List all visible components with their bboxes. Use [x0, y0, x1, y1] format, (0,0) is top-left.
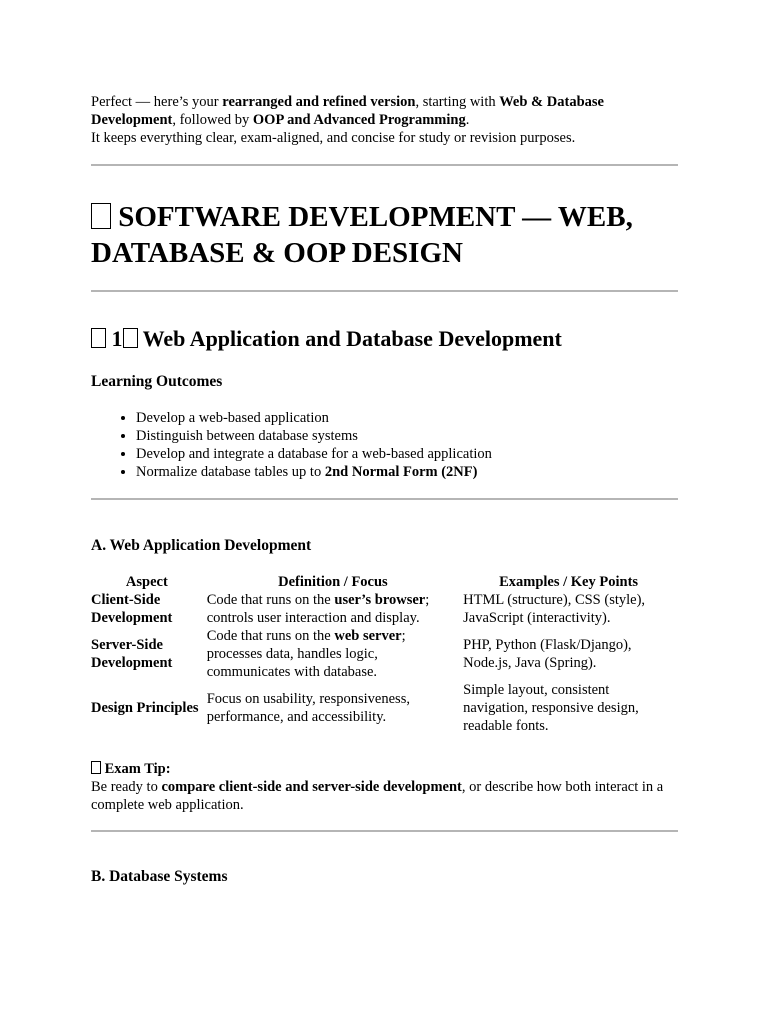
column-header: Examples / Key Points	[499, 574, 639, 590]
aspect-cell: Server-Side Development	[91, 637, 173, 671]
learning-outcomes-heading: Learning Outcomes	[91, 373, 223, 390]
definition-text: Code that runs on the	[206, 628, 335, 644]
missing-glyph-icon	[91, 761, 101, 774]
list-item-text: Normalize database tables up to	[136, 464, 325, 480]
intro-text: , followed by	[172, 112, 253, 128]
table-header-row	[89, 573, 676, 591]
exam-tip-text: , or describe how both interact in a complete web application.	[91, 779, 664, 813]
intro-bold-oop: OOP and Advanced Programming	[252, 112, 466, 128]
missing-glyph-icon	[91, 328, 106, 348]
exam-tip-text: Be ready to	[91, 779, 162, 795]
divider	[91, 290, 678, 292]
web-development-table	[89, 573, 676, 735]
section-number: 1	[111, 326, 123, 351]
exam-tip	[91, 760, 681, 814]
section-a-heading: A. Web Application Development	[91, 537, 312, 554]
list-item: • Distinguish between database systems	[136, 427, 492, 445]
learning-outcomes-list	[91, 409, 492, 481]
table-row	[89, 591, 676, 627]
section-1-heading	[91, 325, 562, 353]
section-b-heading: B. Database Systems	[91, 868, 228, 885]
table-row	[89, 681, 676, 735]
definition-bold: web server	[334, 628, 402, 644]
exam-tip-label: Exam Tip:	[104, 761, 171, 777]
list-item	[136, 463, 492, 481]
page-title	[91, 199, 678, 271]
intro-paragraph	[91, 93, 678, 147]
examples-cell: HTML (structure), CSS (style), JavaScript (interactivity).	[463, 592, 646, 626]
aspect-cell: Client-Side Development	[91, 592, 173, 626]
definition-text: ; controls user interaction and display.	[206, 592, 430, 626]
intro-bold-webdb: Web & Database Development	[91, 94, 604, 128]
divider	[91, 164, 678, 166]
missing-glyph-icon	[123, 328, 138, 348]
examples-cell: Simple layout, consistent navigation, responsive design, readable fonts.	[463, 682, 639, 734]
section-1-title: Web Application and Database Development	[142, 326, 562, 351]
divider	[91, 498, 678, 500]
intro-text: Perfect — here’s your	[91, 94, 223, 110]
divider	[91, 830, 678, 832]
page-title-text: SOFTWARE DEVELOPMENT — WEB, DATABASE & OOP DESIGN	[91, 201, 633, 269]
definition-text: Code that runs on the	[206, 592, 335, 608]
intro-text: .	[465, 112, 470, 128]
definition-bold: user’s browser	[334, 592, 426, 608]
list-item: • Develop a web-based application	[136, 409, 492, 427]
table-row	[89, 627, 676, 681]
definition-cell	[205, 627, 461, 681]
missing-glyph-icon	[91, 203, 111, 229]
definition-text: ; processes data, handles logic, communicates with database.	[206, 628, 406, 680]
list-item: • Develop and integrate a database for a web-based application	[136, 445, 492, 463]
definition-cell	[205, 681, 461, 735]
definition-text: Focus on usability, responsiveness, performance, and accessibility.	[206, 691, 410, 725]
intro-bold-version: rearranged and refined version	[222, 94, 416, 110]
examples-cell: PHP, Python (Flask/Django), Node.js, Java (Spring).	[463, 637, 632, 671]
exam-tip-bold: compare client-side and server-side development	[161, 779, 462, 795]
aspect-cell: Design Principles	[91, 700, 199, 716]
list-item-bold: 2nd Normal Form (2NF)	[324, 464, 478, 480]
column-header: Definition / Focus	[278, 574, 388, 590]
column-header: Aspect	[125, 574, 168, 590]
intro-line-2: It keeps everything clear, exam-aligned, and concise for study or revision purposes.	[91, 130, 576, 146]
intro-text: , starting with	[415, 94, 500, 110]
definition-cell	[205, 591, 461, 627]
